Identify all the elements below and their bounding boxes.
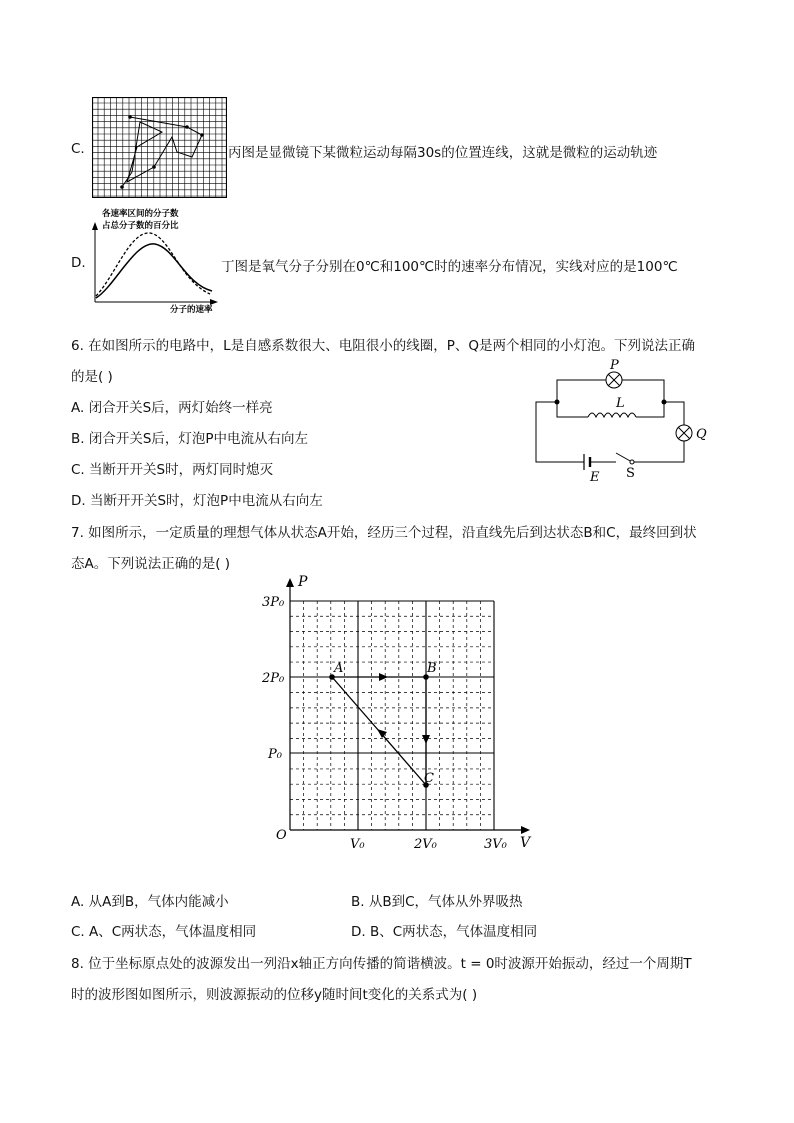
circuit-label-p: P <box>610 358 619 373</box>
dist-xlabel: 分子的速率 <box>170 305 213 314</box>
q5-option-c-text: 丙图是显微镜下某微粒运动每隔30s的位置连线，这就是微粒的运动轨迹 <box>228 145 658 161</box>
pv-y-tick-p0: P₀ <box>268 747 282 762</box>
pv-point-a: A <box>334 661 344 676</box>
q8-stem-line1: 8. 位于坐标原点处的波源发出一列沿x轴正方向传播的简谐横波。t = 0时波源开始振动，经过一个周期T <box>71 956 692 972</box>
circuit-label-l: L <box>616 396 625 411</box>
pv-x-tick-3v0: 3V₀ <box>484 837 507 852</box>
pv-point-b: B <box>427 661 437 676</box>
q7-stem-line2: 态A。下列说法正确的是( ) <box>71 556 231 572</box>
q7-option-d: D. B、C两状态，气体温度相同 <box>351 924 538 940</box>
q5-option-c-letter: C. <box>71 141 85 157</box>
q6-stem-line2: 的是( ) <box>71 369 113 385</box>
q7-option-a: A. 从A到B，气体内能减小 <box>71 894 229 910</box>
q7-option-b: B. 从B到C，气体从外界吸热 <box>351 894 523 910</box>
pv-graph <box>258 572 538 857</box>
q5-option-d-text: 丁图是氧气分子分别在0℃和100℃时的速率分布情况，实线对应的是100℃ <box>221 259 678 275</box>
dist-ylabel-1: 各速率区间的分子数 <box>102 209 179 219</box>
pv-x-tick-2v0: 2V₀ <box>414 837 437 852</box>
q6-option-c: C. 当断开开关S时，两灯同时熄灭 <box>71 462 274 478</box>
pv-x-axis-label: V <box>520 835 531 851</box>
q6-option-a: A. 闭合开关S后，两灯始终一样亮 <box>71 400 273 416</box>
pv-y-tick-3p0: 3P₀ <box>262 595 285 610</box>
speed-distribution-figure <box>90 206 220 314</box>
pv-y-axis-label: P <box>298 574 308 590</box>
circuit-label-s: S <box>626 466 635 481</box>
q7-stem-line1: 7. 如图所示，一定质量的理想气体从状态A开始，经历三个过程，沿直线先后到达状态B和C，最终回到状 <box>71 525 697 541</box>
pv-y-tick-2p0: 2P₀ <box>262 671 285 686</box>
q5-option-d-letter: D. <box>71 255 86 271</box>
microscope-grid-figure <box>92 97 227 198</box>
circuit-diagram <box>528 355 728 490</box>
pv-point-c: C <box>424 771 434 786</box>
q6-stem-line1: 6. 在如图所示的电路中，L是自感系数很大、电阻很小的线圈，P、Q是两个相同的小灯泡。下列说法正确 <box>71 338 695 354</box>
circuit-label-e: E <box>590 470 600 485</box>
pv-x-tick-v0: V₀ <box>350 837 365 852</box>
q6-option-d: D. 当断开开关S时，灯泡P中电流从右向左 <box>71 493 323 509</box>
q6-option-b: B. 闭合开关S后，灯泡P中电流从右向左 <box>71 431 309 447</box>
dist-ylabel-2: 占总分子数的百分比 <box>102 221 179 231</box>
pv-origin-label: O <box>276 828 287 843</box>
q7-option-c: C. A、C两状态，气体温度相同 <box>71 924 257 940</box>
q8-stem-line2: 时的波形图如图所示，则波源振动的位移y随时间t变化的关系式为( ) <box>71 987 478 1003</box>
circuit-label-q: Q <box>696 427 707 442</box>
